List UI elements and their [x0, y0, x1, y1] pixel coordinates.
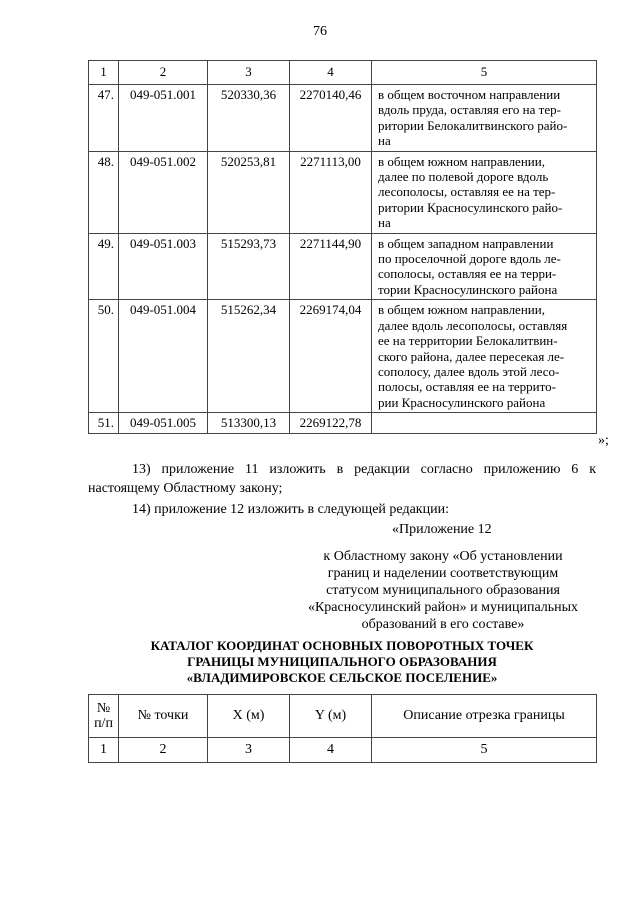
- segment-description: [372, 413, 597, 434]
- appendix-caption: к Областному закону «Об установлении границ и наделении соответствующим статусом муниципального образования «Красносулинский район» и муниципальных образований в его составе»: [307, 549, 579, 632]
- point-id: 049-051.004: [119, 300, 208, 413]
- table-row: [89, 85, 597, 152]
- y-coordinate: 2271113,00: [290, 151, 372, 233]
- coordinates-table-header: [88, 694, 597, 763]
- row-number: 47.: [89, 85, 119, 152]
- column-number-row: [89, 738, 597, 763]
- table-row: [89, 151, 597, 233]
- point-id: 049-051.001: [119, 85, 208, 152]
- x-coordinate: 520253,81: [208, 151, 290, 233]
- column-number: 2: [119, 61, 208, 85]
- column-number: 1: [89, 61, 119, 85]
- column-number: 3: [208, 738, 290, 763]
- header-description: Описание отрезка границы: [372, 695, 597, 738]
- segment-description: в общем восточном направлении вдоль пруда, оставляя его на тер- ритории Белокалитвинского райо- на: [372, 85, 597, 152]
- row-number: 50.: [89, 300, 119, 413]
- y-coordinate: 2271144,90: [290, 233, 372, 300]
- table-row: [89, 413, 597, 434]
- column-number: 2: [119, 738, 208, 763]
- column-number: 4: [290, 738, 372, 763]
- row-number: 48.: [89, 151, 119, 233]
- column-number: 1: [89, 738, 119, 763]
- catalog-title: КАТАЛОГ КООРДИНАТ ОСНОВНЫХ ПОВОРОТНЫХ ТОЧЕК ГРАНИЦЫ МУНИЦИПАЛЬНОГО ОБРАЗОВАНИЯ «ВЛАДИМИРОВСКОЕ СЕЛЬСКОЕ ПОСЕЛЕНИЕ»: [150, 638, 534, 685]
- x-coordinate: 515262,34: [208, 300, 290, 413]
- point-id: 049-051.002: [119, 151, 208, 233]
- x-coordinate: 520330,36: [208, 85, 290, 152]
- header-y: Y (м): [290, 695, 372, 738]
- paragraph-14: 14) приложение 12 изложить в следующей редакции:: [132, 502, 449, 517]
- table-row: [89, 300, 597, 413]
- paragraph-13: 13) приложение 11 изложить в редакции согласно приложению 6 к настоящему Областному закону;: [88, 462, 596, 496]
- x-coordinate: 513300,13: [208, 413, 290, 434]
- row-number: 49.: [89, 233, 119, 300]
- column-number: 5: [372, 738, 597, 763]
- closing-quote: »;: [598, 433, 609, 448]
- header-point-number: № точки: [119, 695, 208, 738]
- table-header-row: [89, 695, 597, 738]
- page-number: 76: [313, 24, 327, 39]
- point-id: 049-051.003: [119, 233, 208, 300]
- coordinates-table-continued: [88, 60, 597, 434]
- y-coordinate: 2269174,04: [290, 300, 372, 413]
- row-number: 51.: [89, 413, 119, 434]
- column-number: 3: [208, 61, 290, 85]
- segment-description: в общем южном направлении, далее по полевой дороге вдоль лесополосы, оставляя ее на тер- ритории Красносулинского райо- на: [372, 151, 597, 233]
- table-row: [89, 233, 597, 300]
- y-coordinate: 2270140,46: [290, 85, 372, 152]
- y-coordinate: 2269122,78: [290, 413, 372, 434]
- point-id: 049-051.005: [119, 413, 208, 434]
- segment-description: в общем южном направлении, далее вдоль лесополосы, оставляя ее на территории Белокалитвин- ского района, далее пересекая ле- сополосу, далее вдоль этой лесо- полосы, оставляя ее на террито- рии Красносулинского района: [372, 300, 597, 413]
- header-row-number: № п/п: [89, 695, 119, 738]
- segment-description: в общем западном направлении по проселочной дороге вдоль ле- сополосы, оставляя ее на терри- тории Красносулинского района: [372, 233, 597, 300]
- column-number: 5: [372, 61, 597, 85]
- x-coordinate: 515293,73: [208, 233, 290, 300]
- column-number-row: [89, 61, 597, 85]
- column-number: 4: [290, 61, 372, 85]
- header-x: X (м): [208, 695, 290, 738]
- appendix-title: «Приложение 12: [392, 522, 492, 537]
